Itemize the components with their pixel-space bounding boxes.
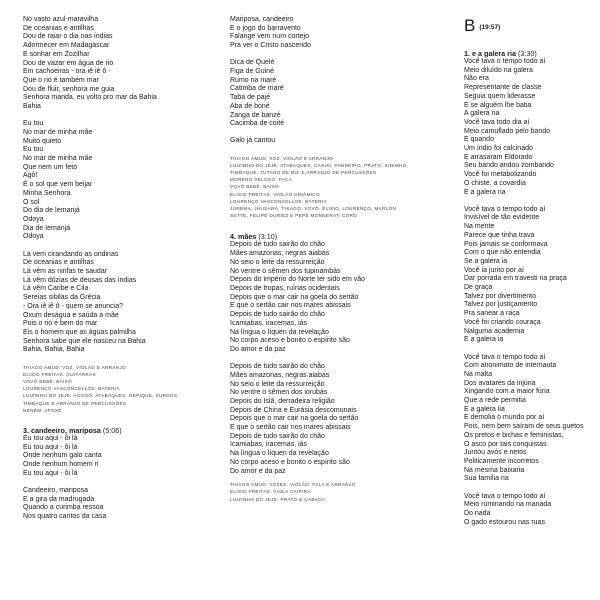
track-title: 3. candeeiro, mariposa <box>23 425 101 435</box>
lyric-line: Você tava o tempo todo aí <box>464 58 546 65</box>
lyric-line: Do amor e da paz <box>230 345 286 353</box>
lyric-line: Do dia de Iemanjá <box>23 207 80 215</box>
lyrics-stanza <box>230 59 420 129</box>
lyric-line: E a galera ria <box>464 188 506 196</box>
credit-line: JUREMA, JHUSARA, THIAGO, VOVÔ, ELÍSIO, LOURENÇO, MARLON <box>230 206 397 212</box>
lyric-line: Cacimba de coité <box>230 120 285 128</box>
lyric-line: Juntou avós e netos <box>464 449 527 457</box>
lyric-line: O gado estourou nas ruas <box>464 518 545 526</box>
lyric-line: Eu tou aqui - ôi lá <box>23 434 78 442</box>
lyric-line: Você ia junto por aí <box>464 266 524 274</box>
lyric-line: No ventre o sêmen dos tupinambás <box>230 267 341 275</box>
lyric-line: Meio camuflado pelo bando <box>464 127 551 135</box>
track-heading <box>230 232 420 241</box>
side-header <box>464 16 594 42</box>
lyric-line: Você tava todo dia aí <box>464 118 530 126</box>
lyric-line: No ventre o sêmen dos iorubás <box>230 389 328 397</box>
lyrics-stanza <box>23 120 213 242</box>
lyric-line: Lá vêm as ninfas te saudar <box>23 267 108 275</box>
lyric-line: Que nem um feto <box>23 163 78 171</box>
lyrics-column-middle <box>230 16 420 503</box>
lyric-line: No corpo aceso e bonito o espírito são <box>230 337 350 345</box>
lyric-line: Mães amazonas, negras aiabás <box>230 250 330 258</box>
credit-line: THIAGO AMUD: VOZES, VIOLÃO, FALA E ARRANJO <box>230 482 356 488</box>
lyric-line: Que a rede permitia <box>464 397 526 405</box>
lyric-line: Depois de China e Eurásia descomunais <box>230 406 357 414</box>
lyric-line: - Ora iê iê ô - quem se anuncia? <box>23 302 123 310</box>
lyric-line: Quando a curimba ressoa <box>23 504 104 512</box>
lyrics-stanza <box>23 251 213 355</box>
lyric-line: Lá vem cirandando as ondinas <box>23 250 119 258</box>
lyric-line: Não era <box>464 75 489 83</box>
lyric-line: Eu tou aqui - ôi lá <box>23 443 78 451</box>
lyric-line: Dar porrada em travesti na praça <box>464 275 567 283</box>
credit-line: LUIZINHO DO JEJE: AGOGÔ, ATABAQUES, REPIQUE, SURDOS, <box>23 393 179 399</box>
credit-line: LOURENÇO VASCONCELLOS: BATERIA <box>230 198 327 204</box>
track-duration: (3:30) <box>517 49 537 58</box>
lyric-line: Depois que o mar cair na goela do sertão <box>230 293 359 301</box>
lyric-line: De oceanias e antilhas <box>23 259 94 267</box>
lyrics-stanza <box>230 16 420 51</box>
lyric-line: Muito quieto <box>23 137 62 145</box>
lyric-line: No vasto azul-maravilha <box>23 16 99 23</box>
lyric-line: Dos avatares da injúria <box>464 379 536 387</box>
lyric-line: E que o sertão cair nos mares abissais <box>230 302 351 310</box>
lyric-line: Nalguma academia <box>464 327 525 335</box>
track-credits <box>230 155 420 220</box>
lyric-line: Candeeiro, mariposa <box>23 486 88 494</box>
lyric-line: E que o sertão cair nos mares abissais <box>230 424 351 432</box>
side-duration: (19:57) <box>479 24 501 31</box>
lyric-line: Icamiabas, iracemas, iás <box>230 319 308 327</box>
lyric-line: Falange vem num cortejo <box>230 33 309 41</box>
lyric-line: No mar de minha mãe <box>23 128 93 136</box>
credit-line: MORENO VELOSO: FACA <box>230 177 293 183</box>
lyric-line: Bahia, Bahia, Bahia <box>23 346 85 354</box>
lyric-line: Eu tou <box>23 146 44 154</box>
credit-line: VOVÔ BEBÊ: BAIXO <box>23 378 73 384</box>
lyric-line: O sol <box>23 198 40 206</box>
credit-line: TIMBAQUE E ARRANJO DE PERCUSSÕES <box>23 400 127 406</box>
lyric-line: Os pretos e bichas e feministas, <box>464 431 564 439</box>
lyric-line: Você foi criando couraça <box>464 318 541 326</box>
credit-line: SETTE, FELIPE DURIEZ E PEPÊ MONNERAT: CORO <box>230 213 358 219</box>
lyric-line: Lá vêm Caribe e Cila <box>23 285 89 293</box>
lyric-line: Talvez por justiçamento <box>464 301 538 309</box>
credit-line: THIAGO AMUD: VOZ, VIOLÃO E ARRANJO <box>23 364 127 370</box>
lyric-line: Pra sanear a raça <box>464 310 520 318</box>
lyric-line: Depois de tudo sairão do chão <box>230 363 325 371</box>
lyric-line: Pois o rio é bem do mar <box>23 320 98 328</box>
lyric-line: Você tava o tempo todo aí <box>464 205 546 213</box>
lyric-line: Adormecer em Madagascar <box>23 42 110 50</box>
lyric-line: E a galera lia <box>464 405 505 413</box>
lyric-line: Depois de tropas, ruínas ocidentais <box>230 284 340 292</box>
lyric-line: Depois do império do Norte ter sido em vão <box>230 276 366 284</box>
lyric-line: E demolia o mundo por aí <box>464 414 545 422</box>
lyric-line: Depois de tudo sairão do chão <box>230 432 325 440</box>
lyric-line: Você foi metabolizando <box>464 171 537 179</box>
lyric-line: E sonhar em Zozilhar <box>23 50 90 58</box>
track-title: 4. mães <box>230 232 257 242</box>
lyric-line: Figa de Guiné <box>230 68 274 76</box>
lyric-line: Eu tou aqui - ôi lá <box>23 469 78 477</box>
track-duration: (3:10) <box>258 232 278 242</box>
lyrics-stanza <box>23 16 213 112</box>
credit-line: LOURENÇO VASCONCELLOS: BATERIA <box>23 386 120 392</box>
lyric-line: Dou de fluir, senhora me guia <box>23 85 115 93</box>
credit-line: VOVÔ BEBÊ: BAIXO <box>230 184 280 190</box>
lyric-line: Catimba de maré <box>230 85 284 93</box>
lyric-line: Na língua o líquen da revelação <box>230 328 329 336</box>
lyric-line: Se a galera ia <box>464 257 508 265</box>
lyric-line: Onde nenhum homem ri <box>23 461 99 469</box>
lyric-line: Dica de Quelé <box>230 59 275 67</box>
lyric-line: Parece que tinha trava <box>464 231 535 239</box>
lyric-line: Meio ruminando na manada <box>464 501 552 509</box>
lyric-line: Do nada <box>464 509 491 517</box>
track-title: 1. e a galera ria <box>464 49 516 58</box>
lyric-line: Sereias sibilas da Grécia <box>23 294 101 302</box>
lyric-line: E arrasaram Eldorado <box>464 153 533 161</box>
lyric-line: No seio o leite da ressurreição <box>230 258 325 266</box>
lyrics-stanza <box>230 363 420 476</box>
lyric-line: Representante de classe <box>464 84 542 92</box>
lyrics-stanza <box>464 58 594 197</box>
track-duration: (5:06) <box>102 425 122 435</box>
lyric-line: Odoya <box>23 215 44 223</box>
side-letter: B <box>464 16 476 35</box>
lyric-line: Na mente <box>464 223 495 231</box>
lyric-line: Em cachoeiras - ora iê iê ô - <box>23 68 111 76</box>
lyric-line: O chiste, a covardia <box>464 179 526 187</box>
lyric-line: Dou de vazar em água de rio <box>23 59 114 67</box>
lyric-line: Icamiabas, iracemas, iás <box>230 441 308 449</box>
lyric-line: De graça <box>464 284 493 292</box>
lyric-line: Oxum deságua e saúda a mãe <box>23 311 119 319</box>
lyric-line: O asco por tais conquistas <box>464 440 547 448</box>
lyric-line: De oceanias e antilhas <box>23 24 94 32</box>
track-credits <box>230 481 420 503</box>
lyric-line: Depois de tudo sairão do chão <box>230 311 325 319</box>
credit-line: NENÊM: AFOXÉ <box>23 407 62 413</box>
lyric-line: A galera ria <box>464 110 500 118</box>
lyric-line: Pois, nem bem saíram de seus guetos <box>464 423 584 431</box>
lyric-line: Na mesma baixaria <box>464 466 525 474</box>
lyric-line: Com anonimato de internauta <box>464 362 557 370</box>
lyric-line: É o sol que vem beijar <box>23 181 93 189</box>
lyric-line: Na malta <box>464 370 493 378</box>
lyrics-stanza <box>230 137 420 146</box>
lyric-line: Que o rio é também mar <box>23 76 99 84</box>
lyric-line: Invisível de tão evidente <box>464 214 540 222</box>
credit-line: ELÍSIO FREITAS: VIOLA CAIPIRA <box>230 489 311 495</box>
credit-line: LUIZINHO DO JEJE: PRATO E CABAÇA <box>230 496 326 502</box>
lyric-line: Você tava o tempo todo aí <box>464 353 546 361</box>
lyric-line: Senhora sabe que ele nasceu na Bahia <box>23 337 146 345</box>
lyric-line: Você tava o tempo todo aí <box>464 492 546 500</box>
lyric-line: Com o que não entendia <box>464 249 541 257</box>
credit-line: ELÍSIO FREITAS: GUITARRAS <box>23 371 96 377</box>
lyrics-column-left <box>23 16 213 522</box>
lyric-line: Lá vêm dúzias de deusas das índias <box>23 276 137 284</box>
credit-line: LUIZINHO DO JEJE: ATABAQUES, CAXIXI, PANDEIRO, PRATO, SINIMHO, <box>230 162 409 168</box>
lyric-line: Galo já cantou <box>230 137 276 145</box>
lyrics-stanza <box>23 435 213 479</box>
lyric-line: Pois jamais se conformava <box>464 240 548 248</box>
lyric-line: Onde nenhum galo canta <box>23 452 102 460</box>
lyric-line: Mariposa, candeeiro <box>230 16 294 23</box>
lyric-line: Do amor e da paz <box>230 467 286 475</box>
lyrics-column-right <box>464 16 594 527</box>
lyrics-stanza <box>464 354 594 485</box>
lyric-line: E o jogo do barravento <box>230 24 301 32</box>
track-heading <box>464 49 594 58</box>
lyric-line: E se alguém lhe batia <box>464 101 532 109</box>
credit-line: THIAGO AMUD: VOZ, VIOLÃO E ARRANJO <box>230 155 334 161</box>
lyric-line: Odoya <box>23 233 44 241</box>
lyric-line: Agô! <box>23 172 38 180</box>
lyrics-stanza <box>464 206 594 345</box>
lyric-line: Eu tou <box>23 120 44 128</box>
lyric-line: Xingando com a maior fúria <box>464 388 550 396</box>
lyric-line: Sua família ria <box>464 475 509 483</box>
lyric-line: Politicamente incorretos <box>464 457 539 465</box>
lyric-line: Talvez por divertimento <box>464 292 536 300</box>
lyric-line: Um índio foi calcinado <box>464 145 533 153</box>
lyric-line: Nos quatro cantos da casa <box>23 513 107 521</box>
lyric-line: Taba de pajé <box>230 94 271 102</box>
lyric-line: Bahia <box>23 103 41 111</box>
lyric-line: Aba de boné <box>230 102 270 110</box>
lyric-line: Dia de Iemanjá <box>23 224 71 232</box>
lyrics-stanza <box>23 487 213 522</box>
lyric-line: Depois que o mar cair na goela do sertão <box>230 415 359 423</box>
lyric-line: Dou de raiar o dia nas índias <box>23 33 113 41</box>
credit-line: ELÍSIO FREITAS: VIOLÃO DINÂMICO <box>230 191 320 197</box>
lyric-line: Depois do Islã, derradeira religião <box>230 397 335 405</box>
lyric-line: Meio diluído na galera <box>464 66 533 74</box>
lyric-line: No corpo aceso e bonito o espírito são <box>230 458 350 466</box>
lyric-line: Na língua o líquen da revelação <box>230 450 329 458</box>
lyrics-stanza <box>464 493 594 528</box>
lyric-line: No seio o leite da ressurreição <box>230 380 325 388</box>
track-credits <box>23 364 213 414</box>
track-heading <box>23 426 213 435</box>
lyric-line: E a gira da madrugada <box>23 495 95 503</box>
lyric-line: Minha Senhora <box>23 189 71 197</box>
lyric-line: Seu bando andou zombando <box>464 162 554 170</box>
lyric-line: Seguia quem liderasse <box>464 92 536 100</box>
lyric-line: Depois de tudo sairão do chão <box>230 241 325 249</box>
lyric-line: Mães amazonas, negras aiabás <box>230 371 330 379</box>
credit-line: TIMBAQUE, TUTANO DE BOI E ARRANJO DE PERCUSSÕES <box>230 170 377 176</box>
lyric-line: Rumo na maré <box>230 76 277 84</box>
lyric-line: Zanga de banzé <box>230 111 281 119</box>
lyric-line: No mar de minha mãe <box>23 155 93 163</box>
lyric-line: E quando <box>464 136 494 144</box>
lyrics-stanza <box>230 241 420 354</box>
lyric-line: Eis o homem que as águas palmilha <box>23 328 136 336</box>
lyric-line: Senhora manda, eu volto pro mar da Bahia <box>23 94 157 102</box>
lyric-line: Pra ver o Cristo nascendo <box>230 42 311 50</box>
lyric-line: E a galera ia <box>464 336 504 344</box>
